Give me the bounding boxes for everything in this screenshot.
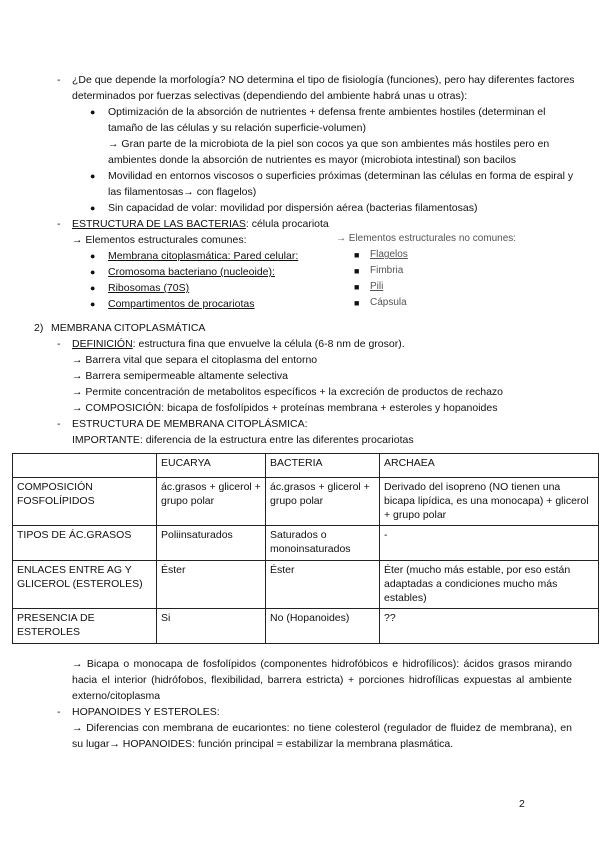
bullet-movilidad: Movilidad en entornos viscosos o superficies próximas (determinan las células en forma de espiral y las filamentosas→ con flagelos): [108, 170, 574, 198]
table-cell: Éster: [266, 561, 380, 609]
definicion-line: [72, 336, 405, 352]
bullet-icon: ●: [90, 267, 96, 277]
hopanoides-title: HOPANOIDES Y ESTEROLES:: [72, 706, 220, 718]
common-item-label: Membrana citoplasmática:: [108, 250, 234, 262]
table-cell: TIPOS DE ÁC.GRASOS: [13, 526, 157, 561]
table-header-cell: ARCHAEA: [380, 454, 599, 478]
common-elements-title: → Elementos estructurales comunes:: [72, 234, 247, 246]
estructura-bacterias-line: [72, 216, 329, 232]
estructura-membrana-title: ESTRUCTURA DE MEMBRANA CITOPLÁSMICA:: [72, 418, 308, 430]
bullet-icon: ●: [90, 283, 96, 293]
table-cell: Si: [157, 609, 266, 644]
section-title: MEMBRANA CITOPLASMÁTICA: [51, 322, 206, 334]
common-item: Compartimentos de procariotas: [108, 298, 255, 310]
square-bullet-icon: ■: [354, 298, 360, 308]
noncommon-item: Flagelos: [370, 249, 408, 260]
definicion-arrow-line: → Permite concentración de metabolitos específicos + la excreción de productos de rechazo: [72, 386, 504, 398]
table-header-cell: BACTERIA: [266, 454, 380, 478]
definicion-arrow-line: → Barrera semipermeable altamente selectiva: [72, 370, 288, 382]
table-header-cell: EUCARYA: [157, 454, 266, 478]
square-bullet-icon: ■: [354, 266, 360, 276]
hopanoides-paragraph: → Diferencias con membrana de eucariontes: no tiene colesterol (regulador de fluidez de membrana), en su lugar→ HOPANOIDES: función principal = estabilizar la membrana plasmática.: [72, 722, 572, 750]
comparison-table: [12, 453, 599, 644]
bullet-volar: Sin capacidad de volar: movilidad por dispersión aérea (bacterias filamentosas): [108, 202, 478, 214]
estructura-membrana-note: IMPORTANTE: diferencia de la estructura entre las diferentes procariotas: [72, 434, 414, 446]
dash-bullet: -: [57, 418, 61, 430]
estructura-label: ESTRUCTURA DE LAS BACTERIAS: [72, 218, 246, 230]
bullet-icon: ●: [90, 171, 96, 181]
section-number: 2): [34, 322, 44, 334]
bullet-icon: ●: [90, 107, 96, 117]
table-cell: Éster: [157, 561, 266, 609]
definicion-arrow-line: → Barrera vital que separa el citoplasma del entorno: [72, 354, 318, 366]
table-cell: PRESENCIA DE ESTEROLES: [13, 609, 157, 644]
bullet-absorcion: Optimización de la absorción de nutrientes + defensa frente ambientes hostiles (determinan el tamaño de las células y su relación superficie-volumen): [108, 106, 546, 134]
bullet-absorcion-sub: → Gran parte de la microbiota de la piel son cocos ya que son ambientes más hostiles pero en ambientes donde la absorción de nutrientes es mayor (microbiota intestinal) son bacilos: [108, 138, 550, 166]
table-header-row: [13, 454, 599, 478]
table-header-cell: [13, 454, 157, 478]
noncommon-item: Cápsula: [370, 297, 407, 308]
table-row: [13, 526, 599, 561]
dash-bullet: -: [57, 74, 61, 86]
definicion-label: DEFINICIÓN: [72, 338, 133, 350]
bullet-icon: ●: [90, 251, 96, 261]
table-cell: COMPOSICIÓN FOSFOLÍPIDOS: [13, 478, 157, 526]
page-number: 2: [519, 798, 525, 810]
dash-bullet: -: [57, 338, 61, 350]
estructura-rest: : célula procariota: [245, 218, 329, 230]
common-item: Ribosomas (70S): [108, 282, 190, 294]
table-row: [13, 561, 599, 609]
table-cell: No (Hopanoides): [266, 609, 380, 644]
definicion-arrow-line: → COMPOSICIÓN: bicapa de fosfolípidos + proteínas membrana + esteroles y hopanoides: [72, 402, 498, 414]
dash-bullet: -: [57, 706, 61, 718]
table-cell: -: [380, 526, 599, 561]
bullet-icon: ●: [90, 203, 96, 213]
square-bullet-icon: ■: [354, 250, 360, 260]
table-row: [13, 609, 599, 644]
dash-bullet: -: [57, 218, 61, 230]
noncommon-elements-title: → Elementos estructurales no comunes:: [336, 233, 517, 244]
table-cell: Poliinsaturados: [157, 526, 266, 561]
common-item: Cromosoma bacteriano (nucleoide):: [108, 266, 275, 278]
morfologia-paragraph: ¿De que depende la morfología? NO determina el tipo de fisiología (funciones), pero hay diferentes factores determinados por fuerzas selectivas (dependiendo del ambiente habrá unas u otras):: [72, 74, 575, 102]
table-cell: Saturados o monoinsaturados: [266, 526, 380, 561]
bicapa-paragraph: → Bicapa o monocapa de fosfolípidos (componentes hidrofóbicos e hidrofílicos): ácidos grasos mirando hacia el interior (hidrófobos, flexibilidad, barrera estricta) + porciones hidrofílicas expuestas al ambiente externo/citoplasma: [72, 658, 572, 702]
noncommon-item: Pili: [370, 281, 384, 292]
table-cell: Derivado del isopreno (NO tienen una bicapa lipídica, es una monocapa) + glicerol + grupo polar: [380, 478, 599, 526]
noncommon-item: Fimbria: [370, 265, 404, 276]
table-cell: ??: [380, 609, 599, 644]
common-item-label-2: Pared celular:: [233, 250, 299, 262]
square-bullet-icon: ■: [354, 282, 360, 292]
table-cell: ác.grasos + glicerol + grupo polar: [157, 478, 266, 526]
table-cell: ác.grasos + glicerol + grupo polar: [266, 478, 380, 526]
table-cell: Éter (mucho más estable, por eso están adaptadas a condiciones mucho más estables): [380, 561, 599, 609]
definicion-text: : estructura fina que envuelve la célula (6-8 nm de grosor).: [132, 338, 405, 350]
common-item: [108, 248, 298, 264]
table-row: [13, 478, 599, 526]
table-cell: ENLACES ENTRE AG Y GLICEROL (ESTEROLES): [13, 561, 157, 609]
bullet-icon: ●: [90, 299, 96, 309]
